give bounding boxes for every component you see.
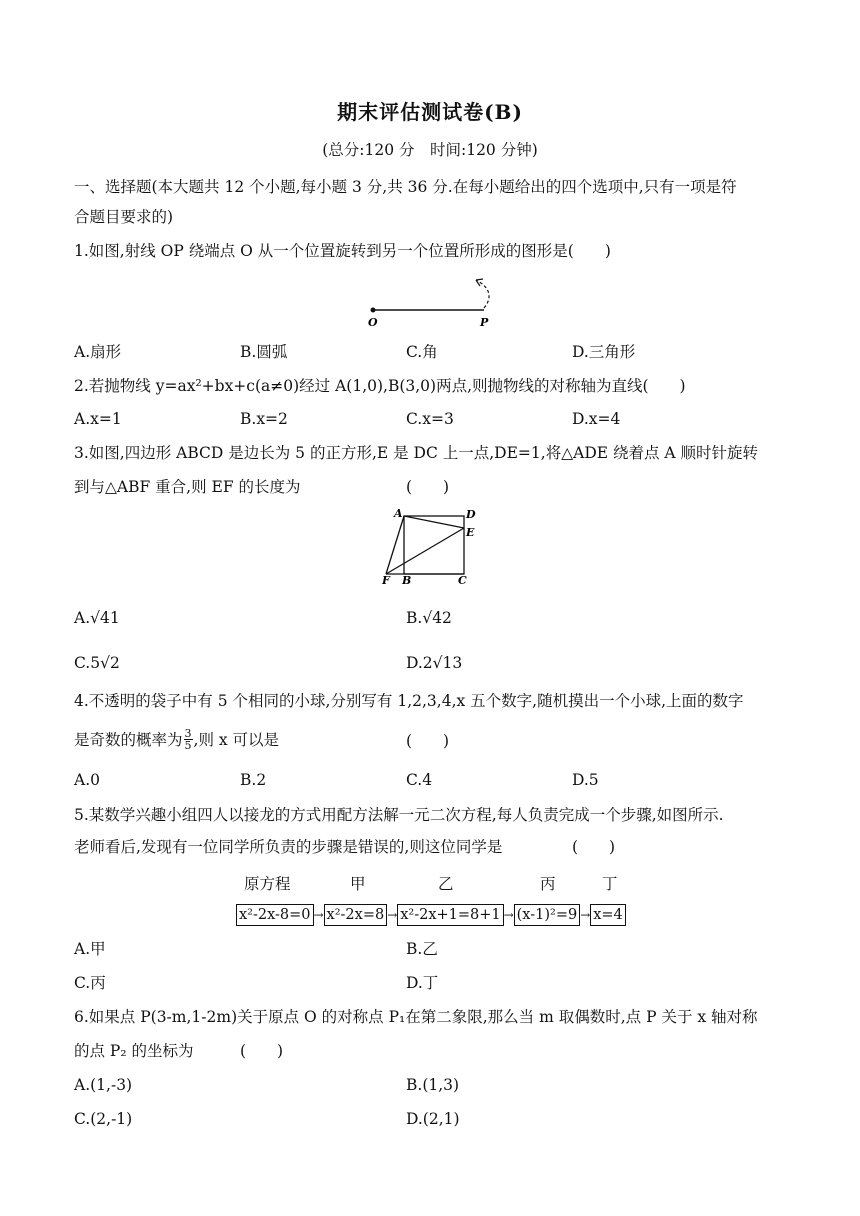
page-title: 期末评估测试卷(B): [337, 100, 523, 124]
q3-option-d: D.2√13: [406, 654, 463, 672]
q2-option-d: D.x=4: [572, 410, 621, 428]
q6-answer-blank: ( ): [240, 1042, 284, 1060]
q1-option-c: C.角: [406, 343, 438, 361]
chain-label-jia: 甲: [350, 875, 366, 893]
chain-label-ding: 丁: [602, 875, 618, 893]
q4-option-b: B.2: [240, 771, 267, 789]
question-4-stem-cont: [74, 728, 279, 751]
q1-option-a: A.扇形: [74, 343, 122, 361]
q2-option-a: A.x=1: [74, 410, 122, 428]
q4-stem-part-a: 是奇数的概率为: [74, 730, 183, 749]
q2-option-c: C.x=3: [406, 410, 454, 428]
step-box-jia: x²-2x=8: [324, 904, 388, 926]
question-5-stem-cont: 老师看后,发现有一位同学所负责的步骤是错误的,则这位同学是: [74, 838, 503, 856]
step-box-bing: (x-1)²=9: [514, 904, 581, 926]
question-6-stem: 6.如果点 P(3-m,1-2m)关于原点 O 的对称点 P₁在第二象限,那么当 m 取偶数时,点 P 关于 x 轴对称: [74, 1008, 758, 1026]
q4-answer-blank: ( ): [406, 732, 450, 750]
right-arrow-icon: →: [503, 908, 514, 922]
q6-option-c: C.(2,-1): [74, 1110, 133, 1128]
question-2-stem: 2.若抛物线 y=ax²+bx+c(a≠0)经过 A(1,0),B(3,0)两点,则抛物线的对称轴为直线( ): [74, 377, 686, 395]
ray-rotation-figure: [360, 272, 500, 332]
square-rotation-figure: [378, 506, 484, 586]
question-1-stem: 1.如图,射线 OP 绕端点 O 从一个位置旋转到另一个位置所形成的图形是( ): [74, 242, 611, 260]
q5-option-b: B.乙: [406, 940, 438, 958]
solution-step-chain: [236, 903, 626, 927]
question-3-stem-cont: 到与△ABF 重合,则 EF 的长度为: [74, 478, 301, 496]
point-b-label: B: [402, 574, 412, 586]
question-4-stem: 4.不透明的袋子中有 5 个相同的小球,分别写有 1,2,3,4,x 五个数字,随机摸出一个小球,上面的数字: [74, 692, 744, 710]
q1-option-b: B.圆弧: [240, 343, 288, 361]
q6-option-a: A.(1,-3): [74, 1076, 133, 1094]
q5-option-c: C.丙: [74, 974, 106, 992]
q4-stem-part-b: ,则 x 可以是: [193, 730, 280, 749]
score-time-info: (总分:120 分 时间:120 分钟): [322, 141, 538, 159]
chain-label-bing: 丙: [540, 875, 556, 893]
step-box-yi: x²-2x+1=8+1: [397, 904, 503, 926]
q5-option-d: D.丁: [406, 974, 439, 992]
point-a-label: A: [394, 507, 403, 520]
point-f-label: F: [382, 574, 390, 586]
q3-option-b: B.√42: [406, 609, 452, 627]
point-p-label: P: [480, 316, 489, 329]
step-box-ding: x=4: [590, 904, 626, 926]
q4-option-a: A.0: [74, 771, 100, 789]
question-6-stem-cont: 的点 P₂ 的坐标为: [74, 1042, 194, 1060]
q4-option-c: C.4: [406, 771, 433, 789]
section-heading: 一、选择题(本大题共 12 个小题,每小题 3 分,共 36 分.在每小题给出的四个选项中,只有一项是符: [74, 178, 737, 196]
q6-option-d: D.(2,1): [406, 1110, 460, 1128]
step-box-original: x²-2x-8=0: [236, 904, 314, 926]
point-d-label: D: [466, 508, 476, 521]
chain-label-yi: 乙: [438, 875, 454, 893]
q5-answer-blank: ( ): [572, 838, 616, 856]
q3-answer-blank: ( ): [406, 478, 450, 496]
right-arrow-icon: →: [580, 908, 591, 922]
right-arrow-icon: →: [313, 908, 324, 922]
q2-option-b: B.x=2: [240, 410, 288, 428]
q3-option-a: A.√41: [74, 609, 120, 627]
q6-option-b: B.(1,3): [406, 1076, 460, 1094]
point-o-label: O: [368, 316, 378, 329]
q5-option-a: A.甲: [74, 940, 106, 958]
point-e-label: E: [466, 526, 475, 539]
question-5-stem: 5.某数学兴趣小组四人以接龙的方式用配方法解一元二次方程,每人负责完成一个步骤,如图所示.: [74, 806, 724, 824]
fraction-numerator: 3: [184, 727, 192, 740]
probability-fraction: [184, 728, 193, 751]
section-heading-cont: 合题目要求的): [74, 208, 174, 226]
point-c-label: C: [458, 574, 467, 586]
right-arrow-icon: →: [387, 908, 398, 922]
chain-label-original: 原方程: [244, 875, 291, 893]
question-3-stem: 3.如图,四边形 ABCD 是边长为 5 的正方形,E 是 DC 上一点,DE=1,将△ADE 绕着点 A 顺时针旋转: [74, 444, 759, 462]
q1-option-d: D.三角形: [572, 343, 636, 361]
q3-option-c: C.5√2: [74, 654, 120, 672]
fraction-denominator: 5: [184, 739, 192, 752]
q4-option-d: D.5: [572, 771, 599, 789]
